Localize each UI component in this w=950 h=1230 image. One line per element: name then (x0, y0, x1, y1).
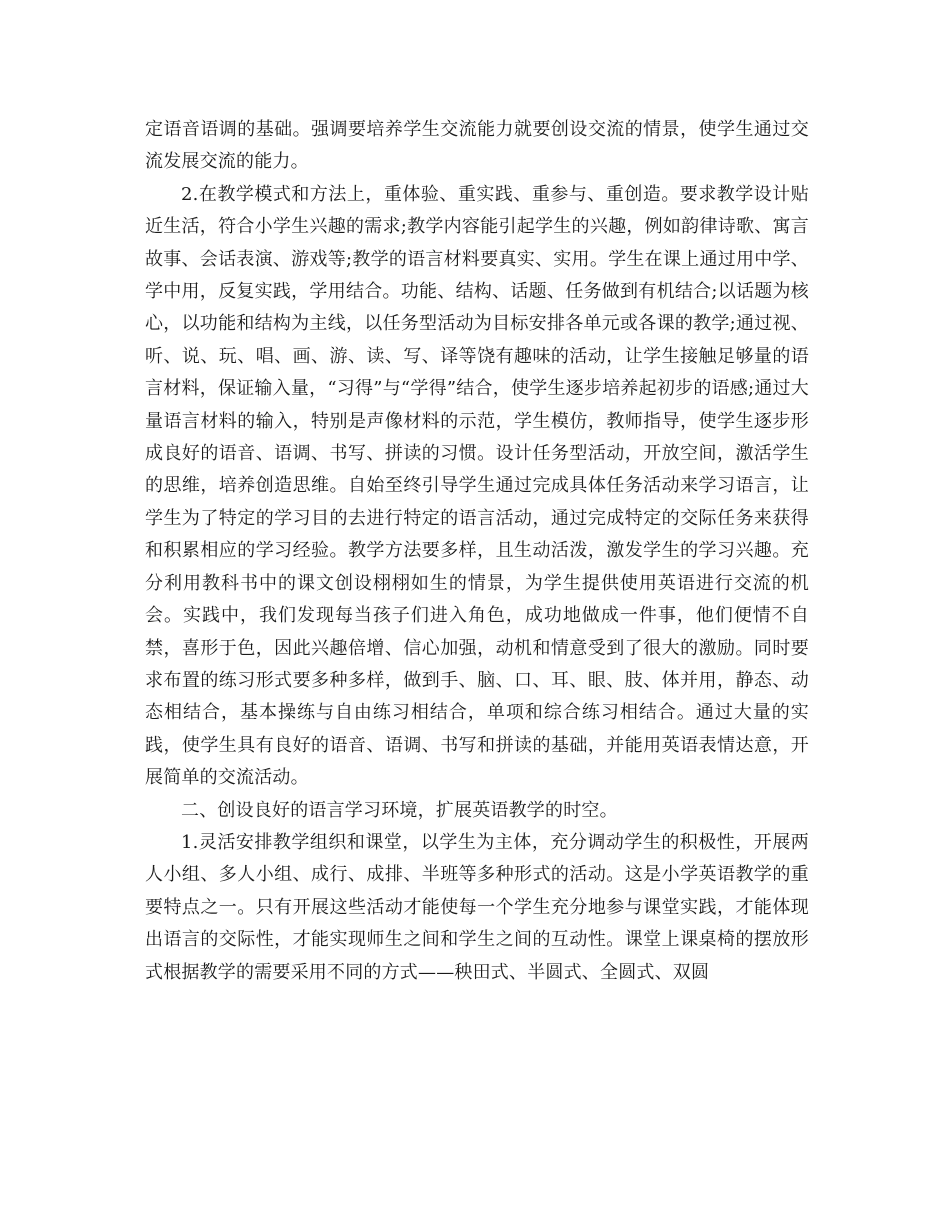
paragraph-1: 定语音语调的基础。强调要培养学生交流能力就要创设交流的情景，使学生通过交流发展交流的能力。 (145, 119, 809, 173)
section-heading: 二、创设良好的语言学习环境，扩展英语教学的时空。 (181, 799, 618, 821)
paragraph-2: 2.在教学模式和方法上，重体验、重实践、重参与、重创造。要求教学设计贴近生活，符合小学生兴趣的需求;教学内容能引起学生的兴趣，例如韵律诗歌、寓言故事、会话表演、游戏等;教学的语言材料要真实、实用。学生在课上通过用中学、学中用，反复实践，学用结合。功能、结构、话题、任务做到有机结合;以话题为核心，以功能和结构为主线，以任务型活动为目标安排各单元或各课的教学;通过视、听、说、玩、唱、画、游、读、写、译等饶有趣味的活动，让学生接触足够量的语言材料，保证输入量，“习得”与“学得”结合，使学生逐步培养起初步的语感;通过大量语言材料的输入，特别是声像材料的示范，学生模仿，教师指导，使学生逐步形成良好的语音、语调、书写、拼读的习惯。设计任务型活动，开放空间，激活学生的思维，培养创造思维。自始至终引导学生通过完成具体任务活动来学习语言，让学生为了特定的学习目的去进行特定的语言活动，通过完成特定的交际任务来获得和积累相应的学习经验。教学方法要多样，且生动活泼，激发学生的学习兴趣。充分利用教科书中的课文创设栩栩如生的情景，为学生提供使用英语进行交流的机会。实践中，我们发现每当孩子们进入角色，成功地做成一件事，他们便情不自禁，喜形于色，因此兴趣倍增、信心加强，动机和情意受到了很大的激励。同时要求布置的练习形式要多种多样，做到手、脑、口、耳、眼、肢、体并用，静态、动态相结合，基本操练与自由练习相结合，单项和综合练习相结合。通过大量的实践，使学生具有良好的语音、语调、书写和拼读的基础，并能用英语表情达意，开展简单的交流活动。 (145, 183, 809, 789)
document-page (145, 114, 809, 989)
paragraph-3: 1.灵活安排教学组织和课堂，以学生为主体，充分调动学生的积极性，开展两人小组、多人小组、成行、成排、半班等多种形式的活动。这是小学英语教学的重要特点之一。只有开展这些活动才能使每一个学生充分地参与课堂实践，才能体现出语言的交际性，才能实现师生之间和学生之间的互动性。课堂上课桌椅的摆放形式根据教学的需要采用不同的方式——秧田式、半圆式、全圆式、双圆 (145, 831, 809, 983)
